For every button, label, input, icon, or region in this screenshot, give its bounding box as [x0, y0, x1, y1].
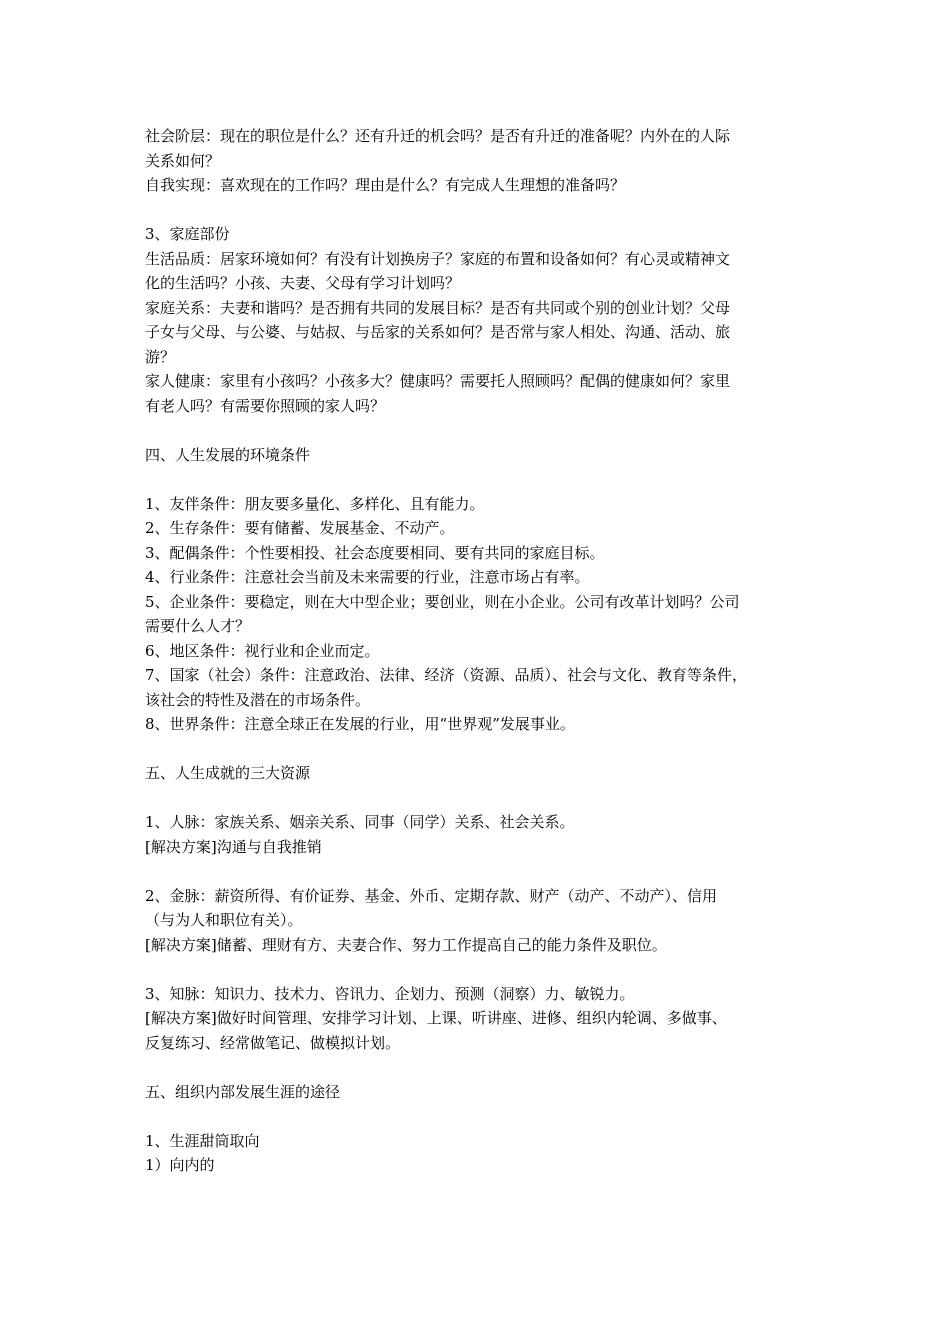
blank-line — [145, 1055, 825, 1080]
list-item: 1、人脉：家族关系、姻亲关系、同事（同学）关系、社会关系。 — [145, 813, 575, 831]
text-line: 家人健康：家里有小孩吗？小孩多大？健康吗？需要托人照顾吗？配偶的健康如何？家里 — [145, 372, 731, 390]
blank-line — [145, 786, 825, 811]
text-line: 自我实现：喜欢现在的工作吗？理由是什么？有完成人生理想的准备吗？ — [145, 176, 626, 194]
text-line: （与为人和职位有关）。 — [145, 911, 303, 929]
text-line: 关系如何？ — [145, 151, 221, 170]
blank-line — [145, 957, 825, 982]
list-item: 1、友伴条件：朋友要多量化、多样化、且有能力。 — [145, 494, 485, 513]
list-item: 5、企业条件：要稳定，则在大中型企业；要创业，则在小企业。公司有改革计划吗？公司 — [145, 592, 740, 611]
section-heading: 五、组织内部发展生涯的途径 — [145, 1082, 341, 1101]
solution-line: [解决方案]储蓄、理财有方、夫妻合作、努力工作提高自己的能力条件及职位。 — [145, 935, 667, 954]
text-line: 生活品质：居家环境如何？有没有计划换房子？家庭的布置和设备如何？有心灵或精神文 — [145, 249, 731, 268]
section-heading: 3、家庭部份 — [145, 225, 230, 243]
list-item: 2、金脉：薪资所得、有价证券、基金、外币、定期存款、财产（动产、不动产）、信用 — [145, 886, 718, 905]
text-line: 社会阶层：现在的职位是什么？还有升迁的机会吗？是否有升迁的准备呢？内外在的人际 — [145, 127, 731, 145]
solution-line: [解决方案]沟通与自我推销 — [145, 837, 322, 856]
document-body — [145, 124, 825, 1178]
section-heading: 四、人生发展的环境条件 — [145, 445, 311, 464]
text-line: 游？ — [145, 347, 176, 366]
text-line: 子女与父母、与公婆、与姑叔、与岳家的关系如何？是否常与家人相处、沟通、活动、旅 — [145, 323, 731, 341]
text-line: 反复练习、经常做笔记、做模拟计划。 — [145, 1033, 401, 1052]
list-item: 3、配偶条件：个性要相投、社会态度要相同、要有共同的家庭目标。 — [145, 543, 605, 562]
text-line: 家庭关系：夫妻和谐吗？是否拥有共同的发展目标？是否有共同或个别的创业计划？父母 — [145, 298, 731, 317]
text-line: 有老人吗？有需要你照顾的家人吗？ — [145, 396, 386, 415]
list-item: 2、生存条件：要有储蓄、发展基金、不动产。 — [145, 519, 455, 537]
list-item: 4、行业条件：注意社会当前及未来需要的行业，注意市场占有率。 — [145, 568, 590, 586]
blank-line — [145, 418, 825, 443]
list-item: 3、知脉：知识力、技术力、咨讯力、企划力、预测（洞察）力、敏锐力。 — [145, 984, 635, 1003]
blank-line — [145, 467, 825, 492]
list-item: 1）向内的 — [145, 1156, 215, 1174]
blank-line — [145, 737, 825, 762]
section-heading: 五、人生成就的三大资源 — [145, 764, 311, 782]
blank-line — [145, 859, 825, 884]
solution-line: [解决方案]做好时间管理、安排学习计划、上课、听讲座、进修、组织内轮调、多做事、 — [145, 1009, 727, 1027]
list-item: 1、生涯甜筒取向 — [145, 1131, 260, 1150]
blank-line — [145, 198, 825, 223]
list-item: 6、地区条件：视行业和企业而定。 — [145, 641, 380, 660]
blank-line — [145, 1104, 825, 1129]
text-line: 化的生活吗？小孩、夫妻、父母有学习计划吗？ — [145, 274, 461, 292]
list-item: 8、世界条件：注意全球正在发展的行业，用“世界观”发展事业。 — [145, 715, 575, 733]
list-item: 7、国家（社会）条件：注意政治、法律、经济（资源、品质）、社会与文化、教育等条件， — [145, 666, 748, 684]
text-line: 该社会的特性及潜在的市场条件。 — [145, 690, 371, 709]
text-line: 需要什么人才？ — [145, 617, 251, 635]
